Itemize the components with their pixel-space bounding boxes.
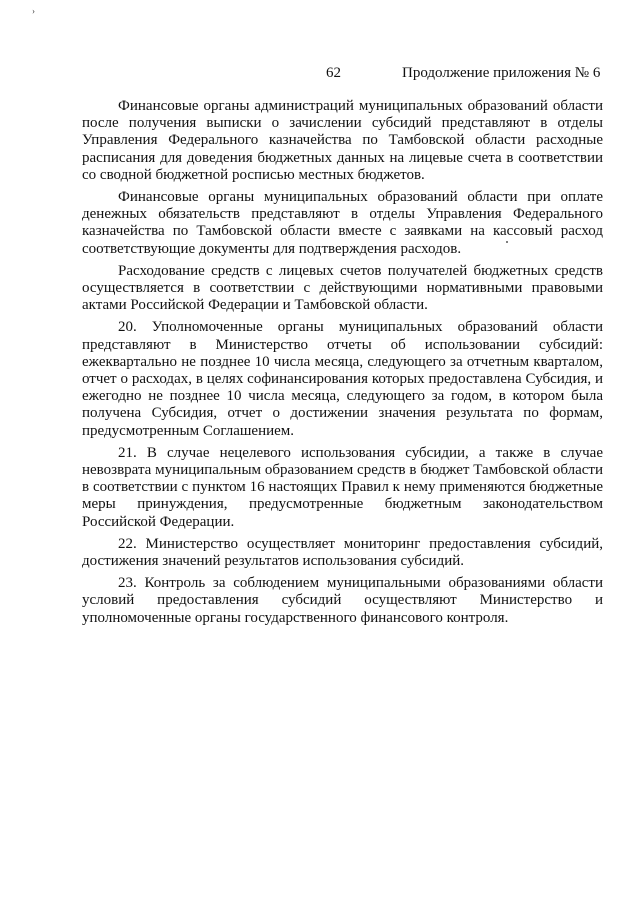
- paragraph-financial-bodies-payments: Финансовые органы муниципальных образований области при оплате денежных обязательств представляют в отделы Управления Федерального казначейства по Тамбовской области вместе с заявками на кассовый расход соответствующие документы для подтверждения расходов.: [82, 189, 603, 257]
- paragraph-item-21: 21. В случае нецелевого использования субсидии, а также в случае невозврата муниципальным образованием средств в бюджет Тамбовской области в соответствии с пунктом 16 настоящих Правил к нему применяются бюджетные меры принуждения, предусмотренные бюджетным законодательством Российской Федерации.: [82, 444, 603, 530]
- appendix-continuation-note: Продолжение приложения № 6: [402, 65, 601, 81]
- corner-mark: ›: [32, 6, 35, 16]
- paragraph-spending-funds: Расходование средств с лицевых счетов получателей бюджетных средств осуществляется в соответствии с действующими нормативными правовыми актами Российской Федерации и Тамбовской области.: [82, 262, 603, 314]
- scan-speck: [506, 241, 508, 243]
- paragraph-financial-bodies-statements: Финансовые органы администраций муниципальных образований области после получения выписки о зачислении субсидий представляют в отделы Управления Федерального казначейства по Тамбовской области расходные расписания для доведения бюджетных данных на лицевые счета в соответствии со сводной бюджетной росписью местных бюджетов.: [82, 98, 603, 183]
- page-number: 62: [326, 65, 341, 81]
- document-body: [82, 98, 603, 632]
- paragraph-item-22: 22. Министерство осуществляет мониторинг предоставления субсидий, достижения значений результатов использования субсидий.: [82, 535, 603, 570]
- paragraph-item-23: 23. Контроль за соблюдением муниципальными образованиями области условий предоставления субсидий осуществляют Министерство и уполномоченные органы государственного финансового контроля.: [82, 575, 603, 626]
- paragraph-item-20: 20. Уполномоченные органы муниципальных образований области представляют в Министерство отчеты об использовании субсидий: ежеквартально не позднее 10 числа месяца, следующего за отчетным кварталом, отчет о расходах, в целях софинансирования которых предоставлена Субсидия, и ежегодно не позднее 10 числа месяца, следующего за годом, в котором была получена Субсидия, отчет о достижении значения результата по формам, предусмотренным Соглашением.: [82, 319, 603, 439]
